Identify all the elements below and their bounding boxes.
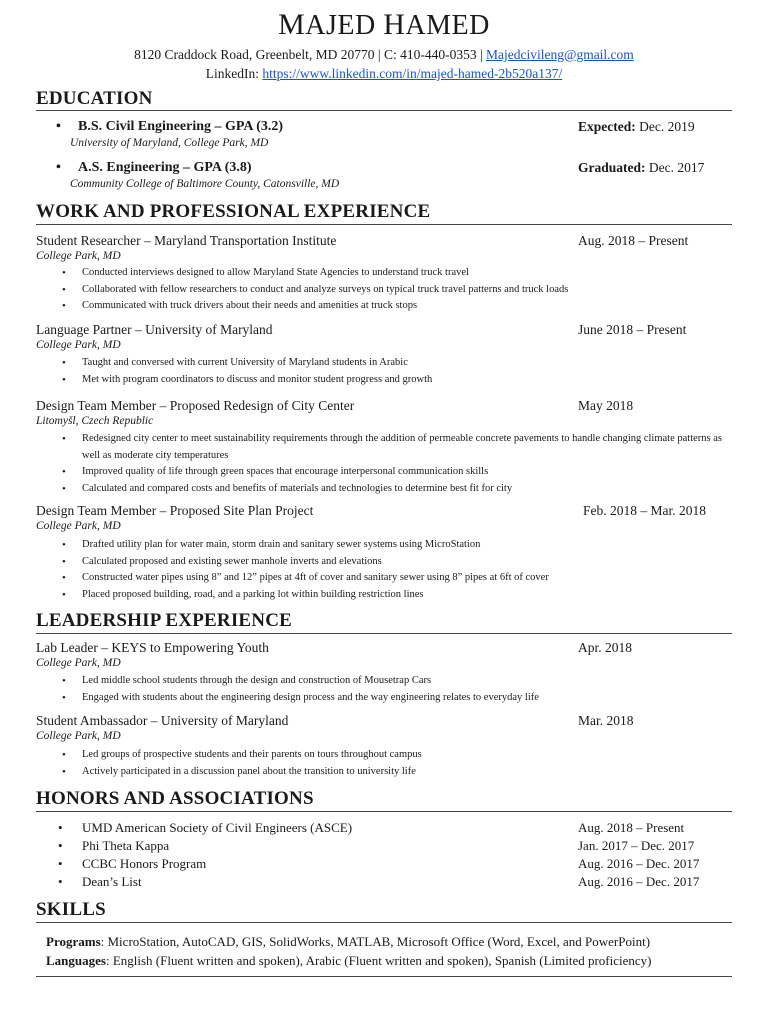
job-location: Litomyšl, Czech Republic: [36, 415, 154, 427]
job-bullets: [62, 537, 738, 603]
list-item: • Conducted interviews designed to allow Maryland State Agencies to understand truck travel: [62, 265, 738, 282]
honor-name: CCBC Honors Program: [82, 856, 207, 871]
job-bullets: [62, 673, 738, 706]
list-item: • Redesigned city center to meet sustainability requirements through the addition of permeable concrete pavements to handle changing climate patterns as well as moderate city temperatures: [62, 431, 738, 464]
honor-name: Dean’s List: [82, 874, 142, 889]
honor-item: [58, 856, 738, 874]
list-item: • Met with program coordinators to discuss and monitor student progress and growth: [62, 372, 738, 389]
programs-label: Programs: [46, 934, 101, 949]
linkedin-line: [0, 66, 768, 82]
list-item: • Collaborated with fellow researchers to conduct and analyze surveys on typical truck travel patterns and truck loads: [62, 282, 738, 299]
job-title-row: [36, 398, 732, 416]
job-title: Lab Leader – KEYS to Empowering Youth: [36, 640, 269, 655]
job-title-row: [36, 322, 732, 340]
degree-title: B.S. Civil Engineering – GPA (3.2): [78, 119, 284, 134]
linkedin-link[interactable]: https://www.linkedin.com/in/majed-hamed-2b520a137/: [262, 66, 563, 81]
honor-name: Phi Theta Kappa: [82, 838, 170, 853]
skills-heading: SKILLS: [36, 899, 106, 920]
list-item: • Calculated proposed and existing sewer manhole inverts and elevations: [62, 554, 738, 571]
section-divider: [36, 811, 732, 812]
degree-date: Dec. 2019: [635, 119, 695, 134]
bullet: •: [58, 856, 63, 871]
list-item: • Led groups of prospective students and their parents on tours throughout campus: [62, 747, 738, 764]
list-item: • Led middle school students through the design and construction of Mousetrap Cars: [62, 673, 738, 690]
honor-date: Aug. 2016 – Dec. 2017: [578, 874, 700, 889]
job-bullets: [62, 265, 738, 315]
email-link[interactable]: Majedcivileng@gmail.com: [486, 47, 634, 62]
honor-item: [58, 838, 738, 856]
job-date: Feb. 2018 – Mar. 2018: [583, 503, 706, 518]
job-date: Aug. 2018 – Present: [578, 233, 689, 248]
bullet: •: [58, 820, 63, 835]
list-item: • Improved quality of life through green spaces that encourage interpersonal communication skills: [62, 464, 738, 481]
job-title: Language Partner – University of Maryland: [36, 322, 273, 337]
job-title: Design Team Member – Proposed Redesign of City Center: [36, 398, 355, 413]
honor-item: [58, 820, 738, 838]
job-bullets: [62, 431, 738, 497]
job-date: Apr. 2018: [578, 640, 632, 655]
degree-date: Dec. 2017: [645, 160, 705, 175]
section-divider: [36, 922, 732, 923]
job-title-row: [36, 713, 732, 731]
programs-list: : MicroStation, AutoCAD, GIS, SolidWorks, MATLAB, Microsoft Office (Word, Excel, and PowerPoint): [100, 934, 651, 949]
linkedin-label: LinkedIn:: [205, 66, 263, 81]
list-item: • Calculated and compared costs and benefits of materials and technologies to determine best fit for city: [62, 481, 738, 498]
honor-name: UMD American Society of Civil Engineers (ASCE): [82, 820, 353, 835]
bullet: •: [56, 160, 61, 175]
job-title-row: [36, 640, 732, 658]
languages-label: Languages: [46, 953, 106, 968]
candidate-name: MAJED HAMED: [278, 8, 490, 41]
job-bullets: [62, 747, 738, 780]
job-location: College Park, MD: [36, 520, 121, 532]
job-title-row: [36, 503, 732, 521]
school-name: University of Maryland, College Park, MD: [70, 137, 269, 149]
contact-line: [0, 47, 768, 63]
job-title: Design Team Member – Proposed Site Plan Project: [36, 503, 314, 518]
honor-date: Aug. 2016 – Dec. 2017: [578, 856, 700, 871]
skills-block: [46, 932, 736, 970]
list-item: • Engaged with students about the engineering design process and the way engineering relates to everyday life: [62, 690, 738, 707]
bullet: •: [58, 838, 63, 853]
work-heading: WORK AND PROFESSIONAL EXPERIENCE: [36, 201, 431, 222]
section-divider: [36, 633, 732, 634]
education-entry: [36, 119, 732, 137]
section-divider: [36, 976, 732, 977]
date-label: Expected:: [578, 119, 636, 134]
job-title: Student Researcher – Maryland Transportation Institute: [36, 233, 337, 248]
honors-heading: HONORS AND ASSOCIATIONS: [36, 788, 314, 809]
job-title: Student Ambassador – University of Maryland: [36, 713, 289, 728]
honor-item: [58, 874, 738, 892]
list-item: • Communicated with truck drivers about their needs and amenities at truck stops: [62, 298, 738, 315]
job-date: May 2018: [578, 398, 634, 413]
job-date: Mar. 2018: [578, 713, 634, 728]
education-heading: EDUCATION: [36, 88, 153, 109]
leadership-heading: LEADERSHIP EXPERIENCE: [36, 610, 293, 631]
job-bullets: [62, 355, 738, 388]
list-item: • Actively participated in a discussion panel about the transition to university life: [62, 764, 738, 781]
job-location: College Park, MD: [36, 730, 121, 742]
job-date: June 2018 – Present: [578, 322, 687, 337]
job-location: College Park, MD: [36, 339, 121, 351]
languages-list: : English (Fluent written and spoken), Arabic (Fluent written and spoken), Spanish (Limited proficiency): [105, 953, 652, 968]
honor-date: Jan. 2017 – Dec. 2017: [578, 838, 695, 853]
school-name: Community College of Baltimore County, Catonsville, MD: [70, 178, 340, 190]
date-label: Graduated:: [578, 160, 646, 175]
languages-line: [46, 951, 736, 970]
honor-date: Aug. 2018 – Present: [578, 820, 685, 835]
education-entry: [36, 160, 732, 178]
address-phone: 8120 Craddock Road, Greenbelt, MD 20770 | C: 410-440-0353 |: [134, 47, 487, 62]
list-item: • Drafted utility plan for water main, storm drain and sanitary sewer systems using MicroStation: [62, 537, 738, 554]
list-item: • Placed proposed building, road, and a parking lot within building restriction lines: [62, 587, 738, 604]
section-divider: [36, 110, 732, 111]
programs-line: [46, 932, 736, 951]
section-divider: [36, 224, 732, 225]
list-item: • Taught and conversed with current University of Maryland students in Arabic: [62, 355, 738, 372]
degree-title: A.S. Engineering – GPA (3.8): [78, 160, 252, 175]
job-location: College Park, MD: [36, 250, 121, 262]
job-location: College Park, MD: [36, 657, 121, 669]
bullet: •: [58, 874, 63, 889]
list-item: • Constructed water pipes using 8” and 12” pipes at 4ft of cover and sanitary sewer using 8” pipes at 6ft of cover: [62, 570, 738, 587]
bullet: •: [56, 119, 61, 134]
job-title-row: [36, 233, 732, 251]
